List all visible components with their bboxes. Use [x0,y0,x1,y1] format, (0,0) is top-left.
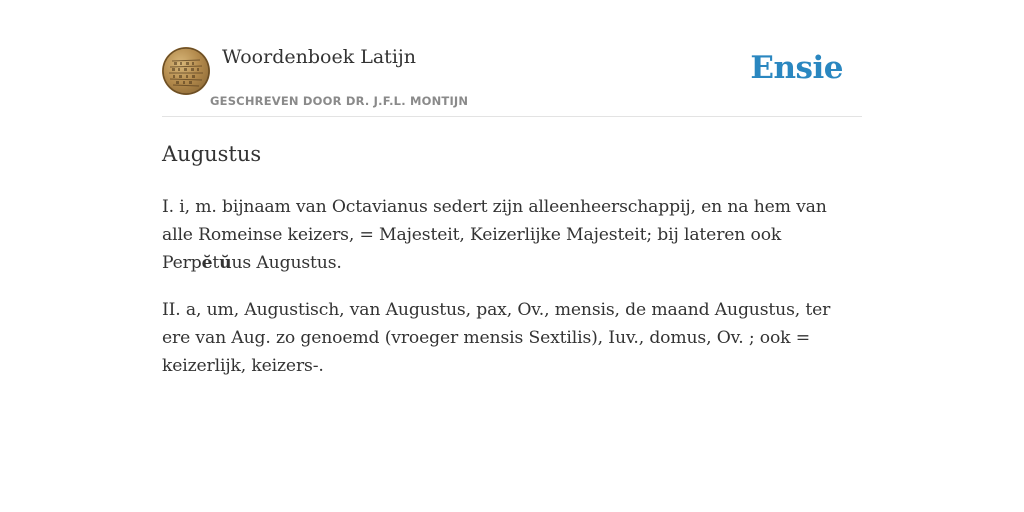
para1-end: us Augustus. [231,253,342,273]
para1-mid: t [212,253,220,273]
para1-bold-u: ŭ [219,253,232,273]
brand-logo[interactable]: Ensie [750,50,843,86]
para1-text: I. i, m. bijnaam van Octavianus sedert zijn alleenheerschappij, en na hem van alle Romeinse keizers, = Majesteit, Keizerlijke Majesteit; bij lateren ook Perp [162,197,827,273]
latin-inscription-coin-icon[interactable] [162,47,210,95]
entry-title: Augustus [162,142,262,166]
header [162,40,862,117]
author-line: GESCHREVEN DOOR DR. J.F.L. MONTIJN [210,94,469,108]
definition-paragraph-1 [162,193,862,277]
site-title[interactable]: Woordenboek Latijn [222,46,417,68]
para1-bold-e: ĕ [201,253,213,273]
entry-content [162,138,862,399]
definition-paragraph-2: II. a, um, Augustisch, van Augustus, pax, Ov., mensis, de maand Augustus, ter ere van Aug. zo genoemd (vroeger mensis Sextilis), Iuv., domus, Ov. ; ook = keizerlijk, keizers-. [162,300,831,376]
